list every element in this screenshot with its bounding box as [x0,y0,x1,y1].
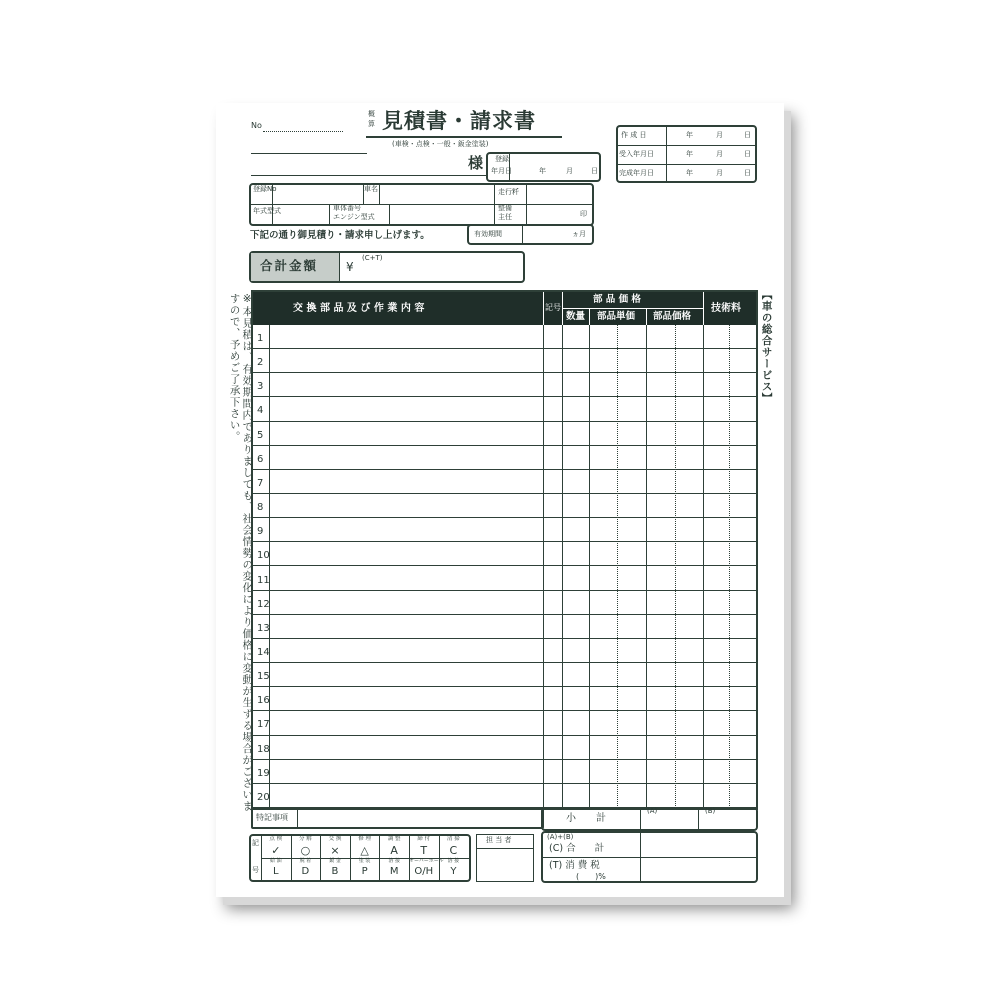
row-number: 11 [257,574,270,586]
legend-letter: O/H [414,866,434,877]
legend-bottom-label: 溶 接 [388,858,400,864]
legend-letter: P [361,866,368,877]
legend-bottom-label: 鈑 金 [329,858,341,864]
legend-top-label: 交 換 [328,836,342,842]
legend-bottom-label: 給 油 [270,858,282,864]
date-completed-year: 年 [686,169,693,177]
table-row [253,687,758,711]
row-number: 2 [257,357,264,369]
table-row [253,711,758,735]
table-row [253,422,758,446]
subtotal-a: (A) [647,807,658,815]
row-number: 15 [257,671,270,683]
date-created-label: 作 成 日 [621,131,647,139]
registration-date-label-2: 年月日 [491,167,512,175]
legend-symbol: C [449,844,458,857]
legend-top-label: 調 整 [387,836,401,842]
legend-letter: Y [450,866,457,877]
table-row [253,325,758,349]
side-disclaimer: ※本見積は、有効期間内でありましても、社会情勢の変化により価格に変動が生ずる場合がございますので、予めご了承下さい。 [228,293,254,812]
subtotal-b: (B) [705,807,716,815]
no-line [263,131,343,132]
legend-bottom-label: 塗 装 [358,858,371,864]
reg-month: 月 [566,167,573,175]
registration-date-label-1: 登録 [495,155,509,163]
col-qty-header: 数量 [566,311,586,322]
legend-symbol: T [420,844,428,857]
person-in-charge-label: 担 当 者 [486,836,512,844]
document-subtitle: (車検・点検・一般・鈑金塗装) [392,140,489,148]
validity-unit: ヵ月 [572,230,586,238]
date-received-year: 年 [686,150,693,158]
row-number: 9 [257,526,264,538]
estimate-note: 下記の通り御見積り・請求申し上げます。 [250,230,430,241]
date-received-day: 日 [744,150,751,158]
row-number: 12 [257,598,270,610]
title-small-top: 概 [368,110,375,118]
legend-symbol: ○ [300,844,311,857]
subtotal-label: 小 計 [566,813,606,824]
row-number: 1 [257,333,264,344]
row-number: 14 [257,646,270,658]
table-row [253,736,758,760]
row-number: 13 [257,622,270,634]
row-number: 10 [257,550,270,562]
table-row [253,542,758,566]
table-row [253,615,758,639]
grand-total-label: (C) 合 計 [549,843,605,854]
customer-line-top [251,153,367,154]
table-row [253,494,758,518]
legend-letter: B [331,866,339,877]
legend-letter: D [301,866,310,877]
row-number: 19 [257,767,270,779]
row-number: 8 [257,502,264,514]
table-row [253,639,758,663]
registration-no-label: 登録No [253,185,277,193]
date-received-month: 月 [716,150,723,158]
customer-underline [251,175,487,176]
table-row [253,663,758,687]
row-number: 7 [257,477,264,489]
total-amount-label: 合計金額 [260,258,319,273]
tax-percent: ( )% [576,872,606,881]
col-tech-header: 技術料 [711,303,741,314]
special-notes-label: 特記事項 [256,813,288,822]
special-notes-box [251,807,544,829]
legend-symbol: △ [360,844,369,857]
table-row [253,784,758,808]
legend-symbol: ✓ [271,844,281,857]
maintenance-label: 整備 [498,204,512,212]
date-completed-day: 日 [744,169,751,177]
table-row [253,397,758,421]
chassis-number-label: 車体番号 [333,204,361,212]
estimate-invoice-form [216,103,784,897]
work-items-table [251,290,758,810]
no-label: No [251,121,262,130]
table-row [253,760,758,784]
table-row [253,470,758,494]
date-created-year: 年 [686,131,693,139]
table-row [253,349,758,373]
col-kigo-header: 記号 [545,303,561,312]
total-tax-box [541,831,758,883]
row-number: 3 [257,381,264,393]
legend-top-label: 分 解 [299,836,312,842]
vehicle-name-label: 車名 [364,185,378,193]
title-small-bottom: 算 [368,120,375,128]
document-title: 見積書・請求書 [382,109,536,133]
legend-top-label: 点 検 [269,836,283,842]
ab-label: (A)+(B) [547,833,574,841]
title-underline [366,136,562,138]
tax-label: (T) 消 費 税 [549,860,600,871]
legend-symbol: × [330,844,340,857]
legend-letter: M [389,866,399,877]
date-completed-label: 完成年月日 [619,169,654,177]
legend-kigo-1: 記 [252,839,259,847]
engine-type-label: エンジン型式 [333,213,375,221]
table-row [253,373,758,397]
table-row [253,518,758,542]
model-year-label: 年式型式 [253,207,281,215]
table-row [253,567,758,591]
date-created-month: 月 [716,131,723,139]
chief-label: 主任 [498,213,512,221]
validity-label: 有効期間 [474,230,502,238]
row-number: 4 [257,405,264,417]
reg-day: 日 [591,167,598,175]
yen-sign: ¥ [346,260,354,274]
row-number: 16 [257,695,270,707]
legend-top-label: 清 掃 [447,836,460,842]
col-parts-price-group: 部 品 価 格 [593,294,641,305]
sama-label: 様 [468,154,484,172]
col-price-header: 部品価格 [653,311,692,322]
total-formula: (C+T) [362,254,383,262]
row-number: 18 [257,743,270,755]
legend-bottom-label: オーバーホール [409,858,444,864]
date-created-day: 日 [744,131,751,139]
col-unit-header: 部品単価 [597,311,636,322]
table-row [253,446,758,470]
vehicle-info-box [249,183,594,226]
legend-top-label: 締 付 [417,836,431,842]
row-number: 5 [257,429,264,441]
legend-kigo-2: 号 [252,866,259,874]
reg-year: 年 [539,167,546,175]
legend-bottom-label: 脱 着 [299,858,312,864]
table-body [253,325,756,808]
legend-bottom-label: 溶 接 [447,858,460,864]
legend-symbol: A [390,844,398,857]
seal-label: 印 [580,210,587,218]
date-received-label: 受入年月日 [619,150,654,158]
row-number: 6 [257,453,264,465]
row-number: 17 [257,719,270,731]
row-number: 20 [257,791,270,803]
mileage-label: 走行粁 [498,188,519,196]
date-completed-month: 月 [716,169,723,177]
legend-top-label: 修 理 [358,836,371,842]
legend-letter: L [273,866,279,877]
side-service-note: 【車の総合サービス】 [760,289,773,404]
table-row [253,591,758,615]
col-content-header: 交 換 部 品 及 び 作 業 内 容 [293,303,425,314]
